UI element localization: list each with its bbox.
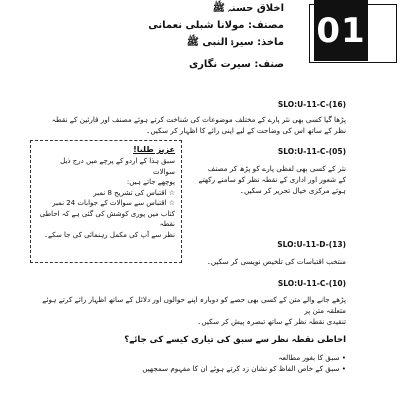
bullet-text: سبق کا بغور مطالعہ bbox=[278, 353, 340, 362]
slo-code: SLO:U-11-D-(13) bbox=[277, 240, 346, 249]
bullet-item: • سبق کا بغور مطالعہ bbox=[278, 353, 346, 362]
source-line: ماخذ: سیرۃ النبی ﷺ bbox=[186, 37, 284, 48]
text-line: پڑھے جانے والے متن کے کسی بھی حصے کو دوبارہ اپنے حوالوں اور دلائل کے ساتھ اظہار رائے کرتے ہوئے متعلقہ متن پر bbox=[42, 295, 346, 315]
task-title: عزیز طلبا! bbox=[133, 145, 175, 154]
genre-line: صنف: سیرت نگاری bbox=[188, 59, 284, 70]
text-line: نظر کے ساتھ اس کی وضاحت کے لیے اپنی رائے کا اظہار کر سکیں۔ bbox=[146, 126, 346, 135]
task-line: پوچھے جاتے ہیں: bbox=[126, 178, 175, 186]
text-line: کے شعور اور اداری کے نقطہ نظر کو سامنے رکھتے bbox=[198, 175, 346, 184]
chapter-title: اخلاق حسنہ ﷺ bbox=[212, 3, 284, 14]
task-line: ☆ اقتباس سے سوالات کے جوابات 24 نمبر bbox=[52, 199, 175, 207]
text-line: ہوئے مرکزی خیال تحریر کر سکیں۔ bbox=[239, 186, 346, 195]
slo-description bbox=[146, 256, 346, 267]
text-line: پڑھا گیا کسی بھی نثر پارے کے مختلف موضوعات کی شناخت کرتے ہوئے مصنف اور قارئین کے نقطہ bbox=[51, 115, 346, 124]
text-line: تنقیدی نقطہ نظر کے ساتھ تبصرہ پیش کر سکیں۔ bbox=[197, 317, 346, 326]
slo-code: SLO:U-11-C-(05) bbox=[277, 147, 346, 156]
task-line: سبق ہذا کے اردو کے پرچے میں درج ذیل سوالات bbox=[60, 157, 175, 176]
slo-description bbox=[24, 114, 346, 136]
bullet-text: سبق کے خاص الفاظ کو نشان زد کرتے ہوئے ان کا مفہوم سمجھیں bbox=[142, 364, 340, 373]
slo-description bbox=[24, 294, 346, 327]
task-line: کتاب میں پوری کوشش کی گئی ہے کہ احاطی نقطہ bbox=[39, 209, 175, 228]
text-line: منتخب اقتباسات کی تلخیص نویسی کر سکیں۔ bbox=[206, 257, 346, 266]
prep-bullets bbox=[24, 352, 346, 374]
prep-heading: احاطی نقطہ نظر سے سبق کی تیاری کیسے کی جائے؟ bbox=[124, 335, 346, 345]
chapter-number: 01 bbox=[314, 0, 368, 61]
slo-description bbox=[186, 163, 346, 196]
bullet-item: • سبق کے خاص الفاظ کو نشان زد کرتے ہوئے ان کا مفہوم سمجھیں bbox=[142, 364, 346, 373]
text-line: نثر کے کسی بھی لفظی پارے کو پڑھ کر مصنف bbox=[207, 164, 346, 173]
task-box bbox=[30, 140, 182, 263]
author-line: مصنف: مولانا شبلی نعمانی bbox=[148, 20, 284, 31]
task-line: نظر سے آپ کی مکمل رہنمائی کی جا سکے۔ bbox=[43, 230, 175, 239]
slo-code: SLO:U-11-C-(16) bbox=[277, 100, 346, 109]
slo-code: SLO:U-11-C-(10) bbox=[277, 279, 346, 288]
task-line: ☆ اقتباس کی تشریح 8 نمبر bbox=[93, 188, 175, 197]
